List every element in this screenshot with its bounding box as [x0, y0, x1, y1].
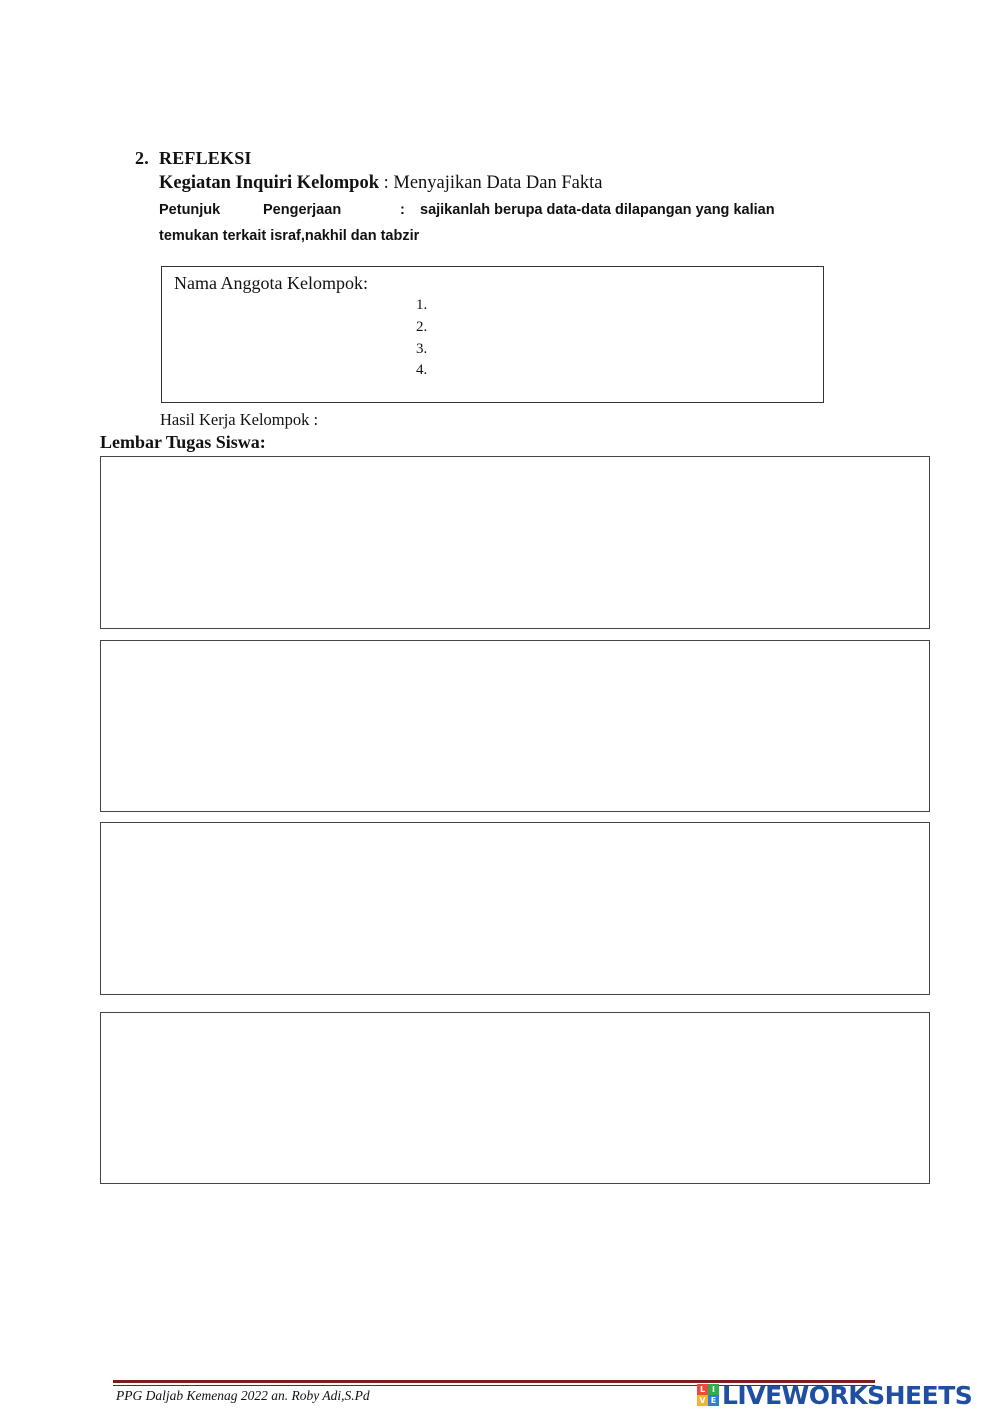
- instructions-line-2: temukan terkait israf,nakhil dan tabzir: [159, 228, 420, 244]
- activity-label: Kegiatan Inquiri Kelompok: [159, 173, 379, 193]
- answer-box-3[interactable]: [100, 822, 930, 995]
- group-members-box: [161, 266, 824, 403]
- group-members-title: Nama Anggota Kelompok:: [174, 273, 368, 293]
- answer-box-2[interactable]: [100, 640, 930, 812]
- logo-tile-v: V: [697, 1395, 708, 1406]
- instructions-word-petunjuk: Petunjuk: [159, 202, 221, 218]
- group-work-result-label: Hasil Kerja Kelompok :: [160, 410, 319, 429]
- member-number-2: 2.: [416, 319, 428, 335]
- activity-text: : Menyajikan Data Dan Fakta: [378, 173, 603, 193]
- section-heading: [135, 148, 252, 169]
- answer-box-4[interactable]: [100, 1012, 930, 1184]
- footer-credit: PPG Daljab Kemenag 2022 an. Roby Adi,S.Pd: [116, 1388, 370, 1403]
- instructions-colon: :: [400, 202, 405, 218]
- instructions-word-pengerjaan: Pengerjaan: [263, 202, 342, 218]
- logo-tile-i: I: [708, 1384, 719, 1395]
- student-worksheet-label: Lembar Tugas Siswa:: [100, 432, 266, 452]
- liveworksheets-wordmark: LIVEWORKSHEETS: [722, 1380, 973, 1410]
- logo-tile-l: L: [697, 1384, 708, 1395]
- liveworksheets-icon: [697, 1384, 719, 1406]
- member-number-4: 4.: [416, 362, 428, 378]
- logo-tile-e: E: [708, 1395, 719, 1406]
- member-number-3: 3.: [416, 341, 428, 357]
- liveworksheets-logo: [697, 1381, 972, 1409]
- section-title: REFLEKSI: [159, 148, 252, 168]
- instructions-text: sajikanlah berupa data-data dilapangan yang kalian: [420, 202, 775, 218]
- answer-box-1[interactable]: [100, 456, 930, 629]
- section-number: 2.: [135, 148, 149, 168]
- member-number-1: 1.: [416, 297, 428, 313]
- activity-line: [159, 173, 602, 194]
